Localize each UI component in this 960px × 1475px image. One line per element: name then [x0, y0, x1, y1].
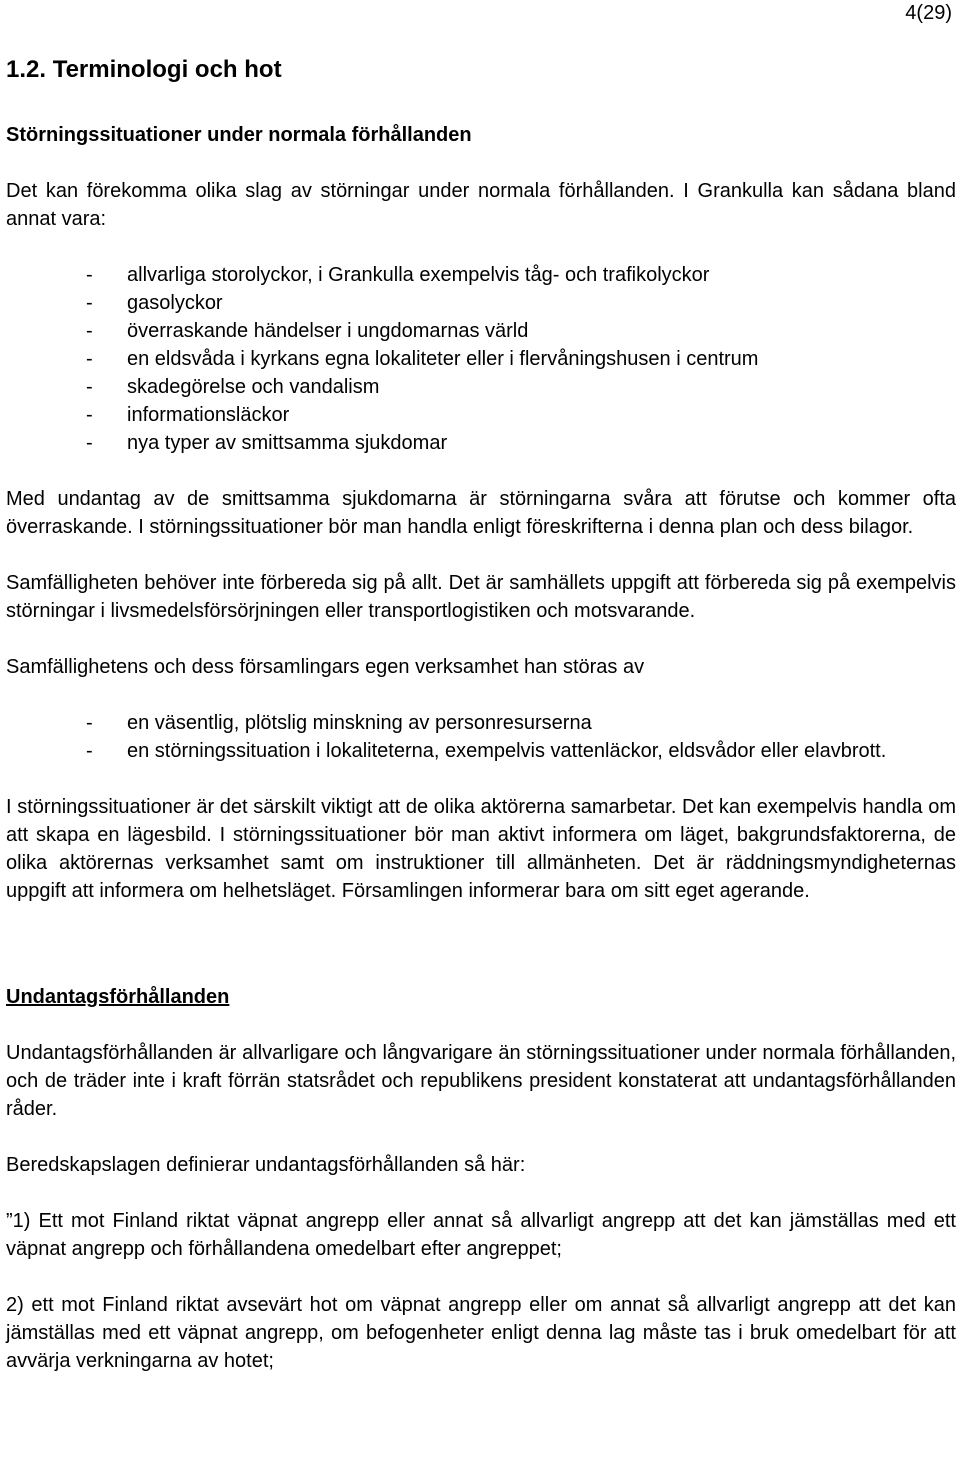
list-item: - en störningssituation i lokaliteterna, exempelvis vattenläckor, eldsvådor eller elavbrott. [86, 737, 956, 765]
list-dash: - [86, 712, 93, 734]
list-dash: - [86, 264, 93, 286]
paragraph-unpredictable: Med undantag av de smittsamma sjukdomarna är störningarna svåra att förutse och kommer ofta överraskande. I störningssituationer bör man handla enligt föreskrifterna i denna plan och dess bilagor. [6, 488, 956, 538]
paragraph-society: Samfälligheten behöver inte förbereda sig på allt. Det är samhällets uppgift att förbereda sig på exempelvis störningar i livsmedelsförsörjningen eller transportlogistiken och motsvarande. [6, 572, 956, 622]
list-dash: - [86, 432, 93, 454]
subsection-title-disturbances: Störningssituationer under normala förhållanden [6, 124, 472, 146]
paragraph-clause-1: ”1) Ett mot Finland riktat väpnat angrepp eller annat så allvarligt angrepp att det kan jämställas med ett väpnat angrepp och förhållandena omedelbart efter angreppet; [6, 1210, 956, 1260]
list-item: - skadegörelse och vandalism [86, 373, 956, 401]
activity-disruption-list [6, 709, 956, 765]
list-item: - överraskande händelser i ungdomarnas värld [86, 317, 956, 345]
intro-paragraph: Det kan förekomma olika slag av störningar under normala förhållanden. I Grankulla kan sådana bland annat vara: [6, 180, 956, 230]
page-number: 4(29) [905, 2, 952, 24]
subsection-title-emergency: Undantagsförhållanden [6, 986, 230, 1008]
list-dash: - [86, 740, 93, 762]
list-item: - en eldsvåda i kyrkans egna lokaliteter eller i flervåningshusen i centrum [86, 345, 956, 373]
list-item: - en väsentlig, plötslig minskning av personresurserna [86, 709, 956, 737]
list-dash: - [86, 404, 93, 426]
list-dash: - [86, 376, 93, 398]
section-heading: 1.2. Terminologi och hot [6, 56, 282, 83]
list-item: - informationsläckor [86, 401, 956, 429]
page-content [6, 53, 956, 1375]
disturbance-list [6, 261, 956, 457]
paragraph-preparedness-act: Beredskapslagen definierar undantagsförhållanden så här: [6, 1154, 526, 1176]
list-item: - allvarliga storolyckor, i Grankulla exempelvis tåg- och trafikolyckor [86, 261, 956, 289]
list-item: - nya typer av smittsamma sjukdomar [86, 429, 956, 457]
list-dash: - [86, 292, 93, 314]
paragraph-cooperation: I störningssituationer är det särskilt viktigt att de olika aktörerna samarbetar. Det kan exempelvis handla om att skapa en lägesbild. I störningssituationer bör man aktivt informera om läget, bakgrundsfaktorerna, de olika aktörernas verksamhet samt om instruktioner till allmänheten. Det är räddningsmyndigheternas uppgift att informera om helhetsläget. Församlingen informerar bara om sitt eget agerande. [6, 796, 956, 902]
paragraph-own-activity: Samfällighetens och dess församlingars egen verksamhet han störas av [6, 656, 645, 678]
list-item: - gasolyckor [86, 289, 956, 317]
list-dash: - [86, 348, 93, 370]
paragraph-clause-2: 2) ett mot Finland riktat avsevärt hot om väpnat angrepp eller om annat så allvarligt angrepp att det kan jämställas med ett väpnat angrepp, om befogenheter enligt denna lag måste tas i bruk omedelbart för att avvärja verkningarna av hotet; [6, 1294, 956, 1372]
list-dash: - [86, 320, 93, 342]
paragraph-emergency-definition: Undantagsförhållanden är allvarligare och långvarigare än störningssituationer under normala förhållanden, och de träder inte i kraft förrän statsrådet och republikens president konstaterat att undantagsförhållanden råder. [6, 1042, 956, 1120]
